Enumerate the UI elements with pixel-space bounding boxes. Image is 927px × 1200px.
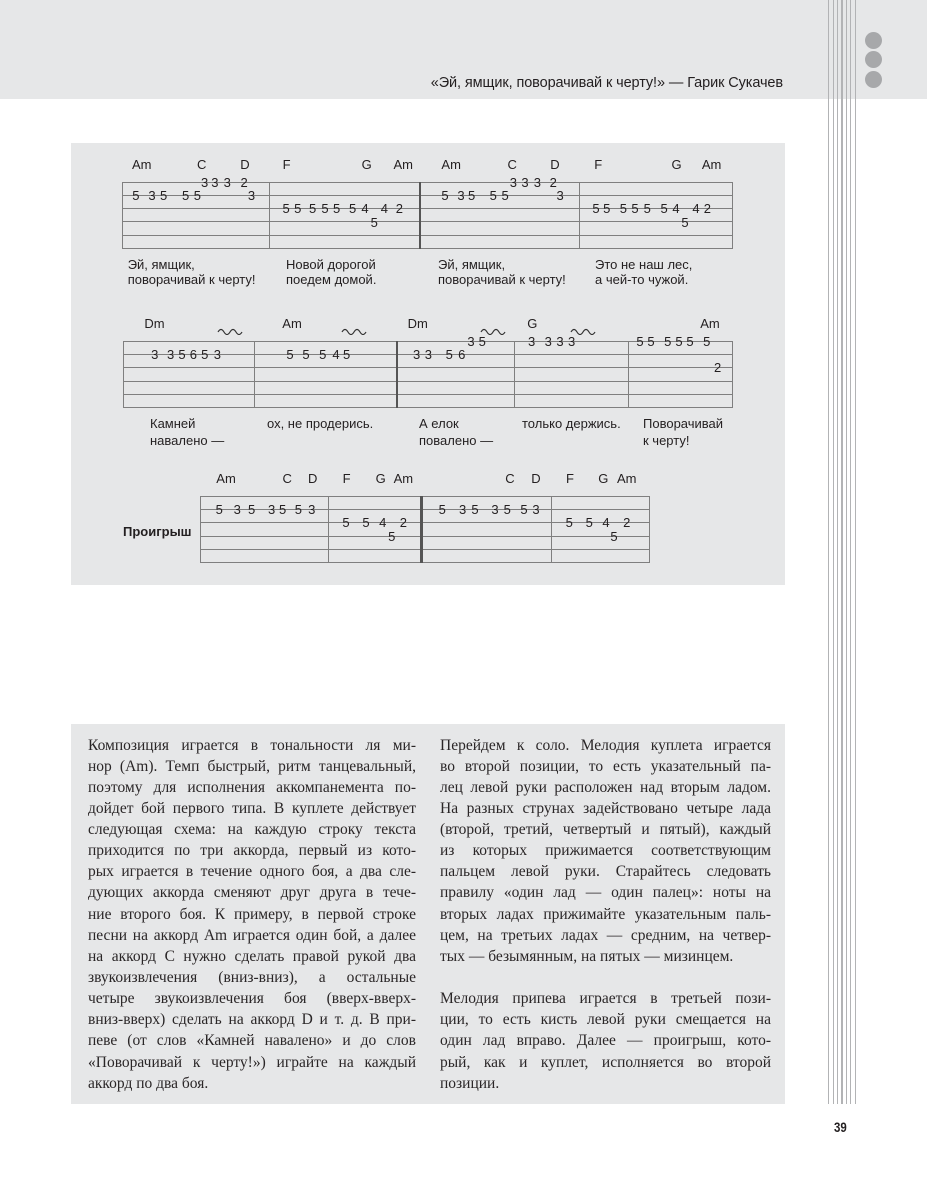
double-barline (420, 496, 423, 563)
tab-note: 3 (211, 174, 219, 190)
tab-note: 5 (501, 187, 509, 203)
text-line: вниз-вверх) сделать на аккорд D и т. д. В при- (88, 1011, 416, 1029)
lyric-line: ох, не продерись. (267, 415, 374, 431)
lyric-line: Это не наш лес, (595, 257, 693, 272)
lyric-line: только держись. (522, 415, 621, 431)
chord-label: Dm (144, 316, 165, 331)
tab-note: 3 (267, 501, 276, 517)
staff-line (201, 496, 649, 497)
tab-note: 5 (565, 515, 573, 531)
tab-note: 3 (532, 501, 540, 517)
tab-note: 5 (585, 515, 593, 531)
staff-line (123, 248, 732, 249)
text-line: дойдет бой первого типа. В куплете действует (88, 799, 416, 817)
tab-note: 5 (471, 501, 479, 517)
tab-note: 5 (619, 201, 627, 217)
barline (328, 496, 329, 563)
tab-note: 3 (509, 174, 517, 190)
tab-note: 5 (342, 515, 350, 531)
tab-note: 6 (458, 346, 466, 362)
tab-note: 5 (132, 187, 140, 203)
tab-note: 2 (703, 201, 711, 217)
text-line: звукоизвлечения (вниз-вниз), а остальные (88, 969, 416, 987)
tab-note: 5 (660, 201, 668, 217)
body-paragraph (440, 988, 771, 1094)
vibrato-icon (570, 327, 596, 335)
chord-label: Am (393, 471, 414, 486)
tab-note: 5 (468, 187, 476, 203)
tab-note: 5 (520, 501, 528, 517)
text-line: Перейдем к соло. Мелодия куплета играется (440, 736, 771, 754)
tab-note: 5 (478, 333, 486, 349)
tab-note: 4 (332, 346, 340, 362)
tab-note: 5 (309, 201, 317, 217)
page-number: 39 (834, 1119, 847, 1135)
double-barline (419, 182, 422, 249)
tab-note: 5 (445, 346, 453, 362)
tab-note: 3 (148, 187, 156, 203)
text-line: певе (от слов «Камней навалено» и до слов (88, 1032, 416, 1050)
staff-line (123, 367, 732, 368)
tab-note: 3 (308, 501, 316, 517)
tab-note: 5 (286, 346, 294, 362)
chord-label: D (240, 156, 250, 172)
tab-note: 3 (533, 174, 541, 190)
chord-label: F (566, 471, 574, 486)
text-line: рых играется в течение одного боя, а два сле- (88, 863, 416, 881)
tab-note: 2 (623, 515, 631, 531)
text-line: один лад вправо. Далее — проигрыш, кото- (440, 1032, 771, 1050)
body-paragraph (440, 735, 771, 968)
lyric-line: Эй, ямщик, (438, 257, 506, 272)
tab-note: 5 (343, 346, 351, 362)
lyric-line: Эй, ямщик, (127, 257, 195, 272)
chord-label: Am (131, 156, 152, 172)
text-line: вторых ладах прижимайте указательным паль- (440, 905, 771, 923)
chord-label: C (505, 471, 515, 486)
text-line: рый, как и куплет, исполняется во второй (440, 1053, 771, 1071)
body-paragraph (88, 735, 416, 1094)
barline (269, 182, 270, 249)
tab-note: 4 (602, 515, 610, 531)
tab-note: 5 (282, 201, 290, 217)
lyric-line: повалено — (419, 432, 494, 448)
lyric-block (643, 415, 723, 449)
tab-note: 5 (178, 346, 186, 362)
lyric-line: поедем домой. (286, 272, 377, 287)
staff-line (201, 562, 649, 563)
lyric-line: Поворачивай (643, 415, 724, 431)
section-label: Проигрыш (123, 524, 192, 539)
tab-note: 3 (521, 174, 529, 190)
tab-note: 3 (223, 174, 231, 190)
chord-label: C (196, 156, 207, 172)
chord-label: G (527, 316, 538, 331)
chord-label: D (308, 471, 318, 486)
tab-note: 5 (489, 187, 497, 203)
chord-label: C (282, 471, 292, 486)
tab-note: 2 (395, 201, 403, 217)
tab-note: 3 (247, 187, 256, 203)
tab-note: 3 (556, 187, 564, 203)
tab-note: 3 (556, 333, 564, 349)
staff-line (123, 381, 732, 382)
tab-note: 3 (151, 346, 159, 362)
lyric-block (438, 257, 566, 287)
lyric-block (286, 257, 376, 287)
tab-note: 6 (189, 346, 197, 362)
tab-note: 5 (294, 501, 302, 517)
tab-note: 3 (201, 174, 209, 190)
tab-note: 5 (370, 214, 378, 230)
tab-note: 2 (714, 360, 722, 376)
barline (649, 496, 650, 563)
chord-label: Dm (407, 316, 428, 331)
tab-note: 5 (675, 333, 683, 349)
tab-note: 5 (603, 201, 611, 217)
tab-note: 3 (424, 346, 432, 362)
tab-note: 3 (467, 333, 475, 349)
vibrato-icon (341, 327, 367, 335)
tab-note: 5 (247, 501, 256, 517)
lyric-line: к черту! (643, 432, 690, 448)
tab-note: 5 (664, 333, 672, 349)
staff-line (123, 235, 732, 236)
text-line: во второй позиции, то есть указательный па- (440, 757, 771, 775)
lyric-line: а чей-то чужой. (595, 272, 689, 287)
barline (514, 341, 515, 408)
chord-label: F (594, 156, 603, 172)
tab-note: 5 (201, 346, 209, 362)
chord-label: D (531, 471, 541, 486)
barline (122, 182, 123, 249)
lyric-block (150, 415, 224, 449)
text-line: дующих аккорда сменяют друг друга в тече- (88, 884, 416, 902)
chord-label: Am (441, 156, 461, 172)
tab-note: 5 (610, 528, 618, 544)
lyric-block (419, 415, 493, 449)
text-column-right (440, 735, 771, 1094)
chord-label: G (361, 156, 372, 172)
lyric-line: Новой дорогой (286, 257, 376, 272)
chord-label: Am (701, 156, 722, 172)
lyric-block (522, 415, 621, 432)
lyric-block (595, 257, 692, 287)
staff-line (201, 549, 649, 550)
tab-note: 5 (294, 201, 302, 217)
tab-note: 5 (631, 201, 639, 217)
tab-note: 3 (528, 333, 536, 349)
chord-label: G (671, 156, 682, 172)
text-line: позиции. (440, 1074, 500, 1092)
barline (628, 341, 629, 408)
tab-note: 5 (302, 346, 310, 362)
staff-line (123, 407, 732, 408)
tab-note: 3 (491, 501, 499, 517)
tab-note: 4 (361, 201, 369, 217)
tab-note: 5 (686, 333, 694, 349)
text-line: нор (Am). Темп быстрый, ритм танцевальный, (88, 757, 416, 775)
lyric-line: навалено — (150, 432, 225, 448)
text-line: Композиция играется в тональности ля ми- (88, 736, 416, 754)
tab-note: 5 (349, 201, 357, 217)
tab-note: 5 (388, 528, 396, 544)
tab-note: 4 (672, 201, 680, 217)
chord-label: Am (393, 156, 413, 172)
chord-label: F (342, 471, 351, 486)
text-line: ние второго боя. К примеру, в первой строке (88, 905, 416, 923)
staff-line (123, 221, 732, 222)
tab-note: 5 (503, 501, 511, 517)
text-line: из которых прижимается соответствующим (440, 842, 771, 860)
tab-note: 5 (643, 201, 651, 217)
barline (254, 341, 255, 408)
staff-line (201, 522, 649, 523)
barline (732, 341, 733, 408)
tab-note: 3 (459, 501, 467, 517)
barline (200, 496, 201, 563)
text-line: (второй, третий, четвертый и пятый), каждый (440, 821, 771, 839)
tab-note: 5 (441, 187, 449, 203)
text-line: правилу «один лад — один палец»: ноты на (440, 884, 771, 902)
text-line: четыре звукоизвлечения боя (вверх-вверх- (88, 990, 416, 1008)
staff-line (201, 536, 649, 537)
tab-note: 5 (321, 201, 329, 217)
staff-line (123, 195, 732, 196)
tab-note: 5 (160, 187, 168, 203)
tab-note: 4 (380, 201, 388, 217)
tab-note: 5 (362, 515, 370, 531)
staff-line (123, 394, 732, 395)
tab-note: 4 (692, 201, 700, 217)
tab-note: 3 (167, 346, 175, 362)
text-line: поэтому для исполнения аккомпанемента по- (88, 778, 416, 796)
tab-note: 5 (215, 501, 223, 517)
barline (579, 182, 580, 249)
tab-note: 3 (413, 346, 421, 362)
tab-note: 2 (240, 174, 248, 190)
staff-line (123, 208, 732, 209)
chord-label: Am (700, 316, 720, 331)
chord-label: Am (216, 471, 236, 486)
chord-label: G (598, 471, 609, 486)
tab-note: 5 (319, 346, 327, 362)
text-line: Мелодия припева играется в третьей пози- (440, 990, 771, 1008)
tab-note: 5 (647, 333, 655, 349)
chord-label: F (282, 156, 291, 172)
lyric-line: поворачивай к черту! (438, 272, 566, 287)
running-header-title: «Эй, ямщик, поворачивай к черту!» — Гарик Сукачев (430, 75, 783, 91)
lyric-line: А елок (419, 415, 459, 431)
tab-note: 3 (213, 346, 221, 362)
tab-note: 4 (379, 515, 387, 531)
text-line: аккорд по два боя. (88, 1074, 209, 1092)
text-line: ции, то есть кисть левой руки смещается на (440, 1011, 771, 1029)
tab-note: 5 (438, 501, 446, 517)
tab-note: 5 (279, 501, 287, 517)
double-barline (396, 341, 399, 408)
text-line: на аккорд С нужно сделать правой рукой два (88, 947, 416, 965)
text-line: цем, на третьих ладах — средним, на четвер- (440, 926, 771, 944)
text-line: лец левой руки расположен над вторым ладом. (440, 778, 771, 796)
tab-note: 2 (549, 174, 557, 190)
tab-note: 5 (193, 187, 201, 203)
tab-note: 5 (181, 187, 190, 203)
tab-note: 3 (233, 501, 241, 517)
text-line: приходится по три аккорда, первый из кото- (88, 842, 416, 860)
tab-note: 5 (681, 214, 689, 230)
vibrato-icon (480, 327, 506, 335)
chord-label: D (550, 156, 560, 172)
lyric-block (128, 257, 256, 287)
tab-note: 3 (457, 187, 465, 203)
tab-note: 3 (544, 333, 552, 349)
lyric-block (267, 415, 373, 432)
text-line: тых — безымянным, на пятых — мизинцем. (440, 947, 734, 965)
text-line: песни на аккорд Am играется один бой, а далее (88, 926, 416, 944)
tab-note: 5 (333, 201, 341, 217)
tab-note: 2 (399, 515, 407, 531)
barline (551, 496, 552, 563)
chord-label: Am (616, 471, 637, 486)
tab-note: 3 (568, 333, 576, 349)
text-line: следующая схема: на каждую строку текста (88, 821, 416, 839)
text-line: «Поворачивай к черту!») играйте на каждый (88, 1053, 416, 1071)
tab-note: 5 (636, 333, 644, 349)
chord-label: Am (282, 316, 302, 331)
text-line: пальцем левой руки. Старайтесь следовать (440, 863, 771, 881)
lyric-line: Камней (150, 415, 196, 431)
text-line: На разных струнах задействовано четыре лада (440, 799, 771, 817)
vibrato-icon (217, 327, 243, 335)
tab-note: 5 (592, 201, 600, 217)
barline (732, 182, 733, 249)
barline (123, 341, 124, 408)
text-column-left (88, 735, 416, 1094)
tab-note: 5 (703, 333, 711, 349)
chord-label: G (375, 471, 386, 486)
chord-label: C (507, 156, 517, 172)
lyric-line: поворачивай к черту! (127, 272, 256, 287)
